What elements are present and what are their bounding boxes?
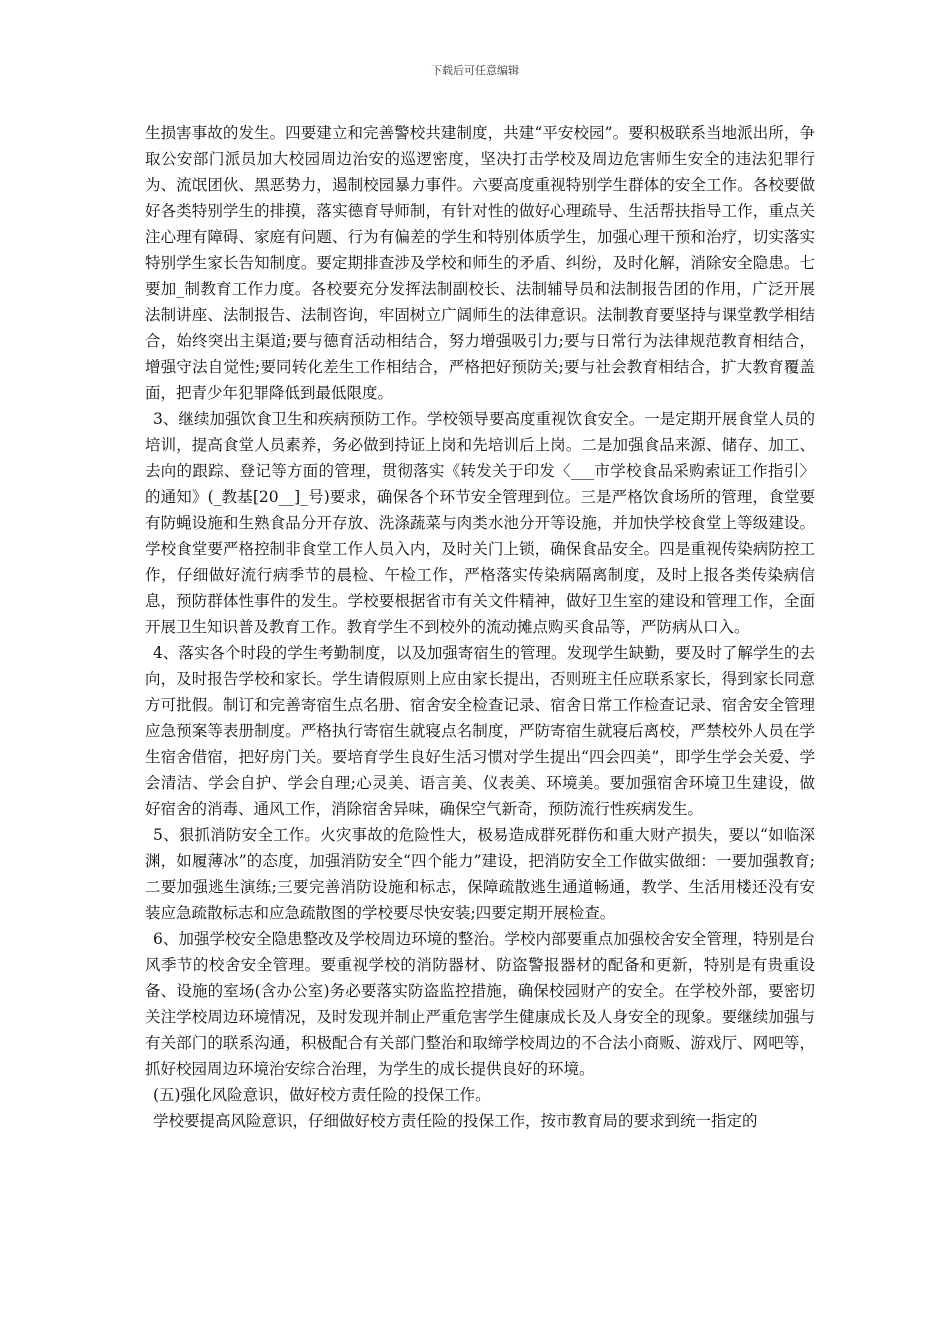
paragraph-continuation: 生损害事故的发生。四要建立和完善警校共建制度，共建“平安校园”。要积极联系当地派出所，争取公安部门派员加大校园周边治安的巡逻密度，坚决打击学校及周边危害师生安全的违法犯罪行为、流氓团伙、黑恶势力，遏制校园暴力事件。六要高度重视特别学生群体的安全工作。各校要做好各类特别学生的排摸，落实德育导师制，有针对性的做好心理疏导、生活帮扶指导工作，重点关注心理有障碍、家庭有问题、行为有偏差的学生和特别体质学生，加强心理干预和治疗，切实落实特别学生家长告知制度。要定期排查涉及学校和师生的矛盾、纠纷，及时化解，消除安全隐患。七要加_制教育工作力度。各校要充分发挥法制副校长、法制辅导员和法制报告团的作用，广泛开展法制讲座、法制报告、法制咨询，牢固树立广阔师生的法律意识。法制教育要坚持与课堂教学相结合，始终突出主渠道;要与德育活动相结合，努力增强吸引力;要与日常行为法律规范教育相结合，增强守法自觉性;要同转化差生工作相结合，严格把好预防关;要与社会教育相结合，扩大教育覆盖面，把青少年犯罪降低到最低限度。 <box>145 124 815 402</box>
page-header: 下载后可任意编辑 <box>431 64 519 77</box>
paragraph-hazard-rectification: 6、加强学校安全隐患整改及学校周边环境的整治。学校内部要重点加强校舍安全管理，特别是台风季节的校舍安全管理。要重视学校的消防器材、防盗警报器材的配备和更新，特别是有贵重设备、设施的室场(含办公室)务必要落实防盗监控措施，确保校园财产的安全。在学校外部，要密切关注学校周边环境情况，及时发现并制止严重危害学生健康成长及人身安全的现象。要继续加强与有关部门的联系沟通，积极配合有关部门整治和取缔学校周边的不合法小商贩、游戏厅、网吧等，抓好校园周边环境治安综合治理，为学生的成长提供良好的环境。 <box>145 930 815 1078</box>
section-heading-risk: (五)强化风险意识，做好校方责任险的投保工作。 <box>153 1086 491 1104</box>
document-body <box>145 120 815 1134</box>
paragraph-insurance: 学校要提高风险意识，仔细做好校方责任险的投保工作，按市教育局的要求到统一指定的 <box>153 1112 758 1130</box>
paragraph-attendance: 4、落实各个时段的学生考勤制度，以及加强寄宿生的管理。发现学生缺勤，要及时了解学生的去向，及时报告学校和家长。学生请假原则上应由家长提出，否则班主任应联系家长，得到家长同意方可批假。制订和完善寄宿生点名册、宿舍安全检查记录、宿舍日常工作检查记录、宿舍安全管理应急预案等表册制度。严格执行寄宿生就寝点名制度，严防寄宿生就寝后离校，严禁校外人员在学生宿舍借宿，把好房门关。要培育学生良好生活习惯对学生提出“四会四美”，即学生学会关爱、学会清洁、学会自护、学会自理;心灵美、语言美、仪表美、环境美。要加强宿舍环境卫生建设，做好宿舍的消毒、通风工作，消除宿舍异味，确保空气新奇，预防流行性疾病发生。 <box>145 644 815 818</box>
paragraph-food-safety: 3、继续加强饮食卫生和疾病预防工作。学校领导要高度重视饮食安全。一是定期开展食堂人员的培训，提高食堂人员素养，务必做到持证上岗和先培训后上岗。二是加强食品来源、储存、加工、去向的跟踪、登记等方面的管理，贯彻落实《转发关于印发〈___市学校食品采购索证工作指引〉的通知》(_教基[20__]_号)要求，确保各个环节安全管理到位。三是严格饮食场所的管理，食堂要有防蝇设施和生熟食品分开存放、洗涤蔬菜与肉类水池分开等设施，并加快学校食堂上等级建设。学校食堂要严格控制非食堂工作人员入内，及时关门上锁，确保食品安全。四是重视传染病防控工作，仔细做好流行病季节的晨检、午检工作，严格落实传染病隔离制度，及时上报各类传染病信息，预防群体性事件的发生。学校要根据省市有关文件精神，做好卫生室的建设和管理工作，全面开展卫生知识普及教育工作。教育学生不到校外的流动摊点购买食品等，严防病从口入。 <box>145 410 815 636</box>
paragraph-fire-safety: 5、狠抓消防安全工作。火灾事故的危险性大，极易造成群死群伤和重大财产损失，要以“如临深渊，如履薄冰”的态度，加强消防安全“四个能力”建设，把消防安全工作做实做细：一要加强教育;二要加强逃生演练;三要完善消防设施和标志，保障疏散逃生通道畅通，教学、生活用楼还没有安装应急疏散标志和应急疏散图的学校要尽快安装;四要定期开展检查。 <box>145 826 815 922</box>
